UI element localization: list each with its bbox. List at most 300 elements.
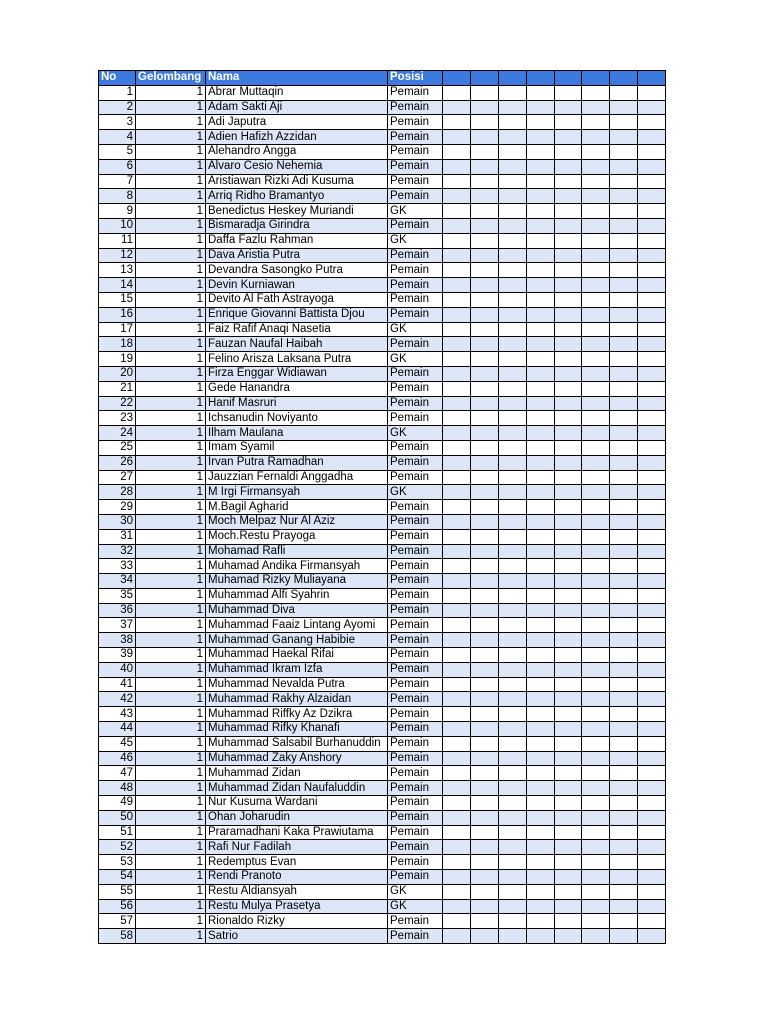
cell-extra-2 <box>470 633 498 648</box>
cell-extra-8 <box>638 662 666 677</box>
cell-gelombang: 1 <box>136 248 206 263</box>
cell-nama: Muhammad Zidan <box>206 766 388 781</box>
cell-extra-2 <box>470 559 498 574</box>
cell-nama: Gede Hanandra <box>206 381 388 396</box>
table-row <box>99 618 666 633</box>
cell-extra-3 <box>498 366 526 381</box>
cell-extra-5 <box>554 899 582 914</box>
cell-extra-2 <box>470 292 498 307</box>
cell-extra-4 <box>526 337 554 352</box>
cell-extra-4 <box>526 144 554 159</box>
table-row <box>99 899 666 914</box>
cell-extra-1 <box>443 85 471 100</box>
cell-extra-6 <box>582 914 610 929</box>
cell-nama: Dava Aristia Putra <box>206 248 388 263</box>
cell-extra-7 <box>610 884 638 899</box>
cell-extra-8 <box>638 130 666 145</box>
cell-extra-3 <box>498 263 526 278</box>
cell-extra-2 <box>470 544 498 559</box>
cell-no: 29 <box>99 500 136 515</box>
cell-extra-8 <box>638 633 666 648</box>
cell-posisi: Pemain <box>388 707 443 722</box>
cell-extra-5 <box>554 292 582 307</box>
cell-posisi: Pemain <box>388 189 443 204</box>
cell-extra-5 <box>554 470 582 485</box>
cell-extra-4 <box>526 455 554 470</box>
cell-extra-6 <box>582 884 610 899</box>
cell-extra-3 <box>498 352 526 367</box>
cell-extra-7 <box>610 130 638 145</box>
cell-extra-2 <box>470 825 498 840</box>
cell-gelombang: 1 <box>136 322 206 337</box>
cell-posisi: Pemain <box>388 278 443 293</box>
table-row <box>99 233 666 248</box>
cell-nama: Imam Syamil <box>206 440 388 455</box>
cell-no: 54 <box>99 870 136 885</box>
cell-extra-3 <box>498 278 526 293</box>
cell-extra-4 <box>526 248 554 263</box>
table-row <box>99 130 666 145</box>
cell-extra-4 <box>526 366 554 381</box>
cell-extra-5 <box>554 396 582 411</box>
cell-extra-3 <box>498 396 526 411</box>
cell-posisi: Pemain <box>388 766 443 781</box>
cell-extra-1 <box>443 618 471 633</box>
cell-gelombang: 1 <box>136 899 206 914</box>
cell-extra-3 <box>498 248 526 263</box>
cell-posisi: Pemain <box>388 248 443 263</box>
cell-extra-7 <box>610 692 638 707</box>
roster-table <box>98 70 666 944</box>
cell-extra-6 <box>582 899 610 914</box>
cell-extra-5 <box>554 870 582 885</box>
cell-extra-1 <box>443 870 471 885</box>
cell-extra-8 <box>638 485 666 500</box>
cell-nama: Muhammad Rifky Khanafi <box>206 722 388 737</box>
cell-nama: Muhammad Haekal Rifai <box>206 648 388 663</box>
table-row <box>99 307 666 322</box>
cell-extra-6 <box>582 766 610 781</box>
cell-extra-7 <box>610 929 638 944</box>
cell-extra-5 <box>554 248 582 263</box>
cell-extra-4 <box>526 707 554 722</box>
cell-no: 5 <box>99 144 136 159</box>
cell-extra-1 <box>443 677 471 692</box>
cell-extra-1 <box>443 322 471 337</box>
cell-posisi: Pemain <box>388 751 443 766</box>
cell-gelombang: 1 <box>136 707 206 722</box>
cell-extra-8 <box>638 840 666 855</box>
cell-extra-6 <box>582 722 610 737</box>
cell-extra-7 <box>610 544 638 559</box>
cell-extra-8 <box>638 810 666 825</box>
table-row <box>99 855 666 870</box>
cell-extra-1 <box>443 825 471 840</box>
cell-no: 22 <box>99 396 136 411</box>
cell-extra-8 <box>638 115 666 130</box>
cell-extra-6 <box>582 855 610 870</box>
cell-gelombang: 1 <box>136 470 206 485</box>
cell-gelombang: 1 <box>136 352 206 367</box>
cell-extra-3 <box>498 781 526 796</box>
cell-extra-6 <box>582 825 610 840</box>
cell-extra-8 <box>638 500 666 515</box>
table-row <box>99 574 666 589</box>
cell-extra-8 <box>638 648 666 663</box>
cell-extra-6 <box>582 559 610 574</box>
cell-nama: Devito Al Fath Astrayoga <box>206 292 388 307</box>
cell-extra-2 <box>470 307 498 322</box>
cell-no: 43 <box>99 707 136 722</box>
cell-extra-6 <box>582 648 610 663</box>
cell-extra-3 <box>498 322 526 337</box>
cell-extra-5 <box>554 144 582 159</box>
cell-extra-2 <box>470 781 498 796</box>
cell-gelombang: 1 <box>136 662 206 677</box>
cell-extra-3 <box>498 189 526 204</box>
header-extra-1 <box>443 71 471 86</box>
cell-posisi: GK <box>388 352 443 367</box>
cell-extra-4 <box>526 263 554 278</box>
header-extra-2 <box>470 71 498 86</box>
cell-gelombang: 1 <box>136 825 206 840</box>
cell-extra-1 <box>443 603 471 618</box>
cell-extra-5 <box>554 692 582 707</box>
cell-extra-1 <box>443 588 471 603</box>
cell-extra-3 <box>498 633 526 648</box>
cell-extra-8 <box>638 766 666 781</box>
cell-posisi: Pemain <box>388 174 443 189</box>
cell-extra-2 <box>470 796 498 811</box>
cell-extra-4 <box>526 766 554 781</box>
cell-extra-6 <box>582 100 610 115</box>
cell-extra-2 <box>470 588 498 603</box>
cell-nama: Ilham Maulana <box>206 426 388 441</box>
cell-gelombang: 1 <box>136 455 206 470</box>
cell-extra-8 <box>638 411 666 426</box>
header-extra-7 <box>610 71 638 86</box>
cell-no: 34 <box>99 574 136 589</box>
cell-extra-6 <box>582 174 610 189</box>
cell-extra-7 <box>610 825 638 840</box>
cell-extra-6 <box>582 810 610 825</box>
cell-extra-6 <box>582 588 610 603</box>
cell-extra-6 <box>582 322 610 337</box>
cell-extra-8 <box>638 781 666 796</box>
cell-extra-5 <box>554 100 582 115</box>
cell-no: 18 <box>99 337 136 352</box>
table-row <box>99 914 666 929</box>
cell-nama: Rionaldo Rizky <box>206 914 388 929</box>
cell-extra-2 <box>470 707 498 722</box>
cell-no: 31 <box>99 529 136 544</box>
cell-extra-5 <box>554 588 582 603</box>
cell-extra-5 <box>554 115 582 130</box>
cell-extra-6 <box>582 870 610 885</box>
cell-extra-2 <box>470 840 498 855</box>
table-row <box>99 633 666 648</box>
cell-extra-3 <box>498 470 526 485</box>
cell-extra-3 <box>498 766 526 781</box>
cell-extra-6 <box>582 337 610 352</box>
cell-extra-7 <box>610 159 638 174</box>
cell-extra-7 <box>610 411 638 426</box>
cell-nama: Firza Enggar Widiawan <box>206 366 388 381</box>
cell-extra-7 <box>610 559 638 574</box>
cell-extra-5 <box>554 677 582 692</box>
cell-extra-6 <box>582 736 610 751</box>
cell-posisi: Pemain <box>388 529 443 544</box>
cell-extra-1 <box>443 722 471 737</box>
cell-extra-1 <box>443 751 471 766</box>
cell-extra-4 <box>526 204 554 219</box>
cell-gelombang: 1 <box>136 440 206 455</box>
cell-no: 19 <box>99 352 136 367</box>
cell-extra-1 <box>443 278 471 293</box>
cell-extra-6 <box>582 677 610 692</box>
cell-no: 11 <box>99 233 136 248</box>
cell-extra-7 <box>610 840 638 855</box>
cell-extra-6 <box>582 263 610 278</box>
cell-posisi: Pemain <box>388 914 443 929</box>
cell-extra-1 <box>443 796 471 811</box>
cell-nama: Rendi Pranoto <box>206 870 388 885</box>
cell-gelombang: 1 <box>136 677 206 692</box>
cell-extra-7 <box>610 781 638 796</box>
cell-extra-2 <box>470 263 498 278</box>
table-row <box>99 884 666 899</box>
cell-extra-5 <box>554 884 582 899</box>
cell-extra-5 <box>554 633 582 648</box>
cell-extra-1 <box>443 130 471 145</box>
cell-extra-4 <box>526 440 554 455</box>
cell-extra-2 <box>470 278 498 293</box>
cell-gelombang: 1 <box>136 263 206 278</box>
cell-extra-8 <box>638 292 666 307</box>
cell-gelombang: 1 <box>136 85 206 100</box>
cell-posisi: Pemain <box>388 144 443 159</box>
table-row <box>99 440 666 455</box>
cell-extra-6 <box>582 440 610 455</box>
table-row <box>99 870 666 885</box>
cell-extra-4 <box>526 159 554 174</box>
cell-nama: Muhammad Diva <box>206 603 388 618</box>
cell-extra-1 <box>443 559 471 574</box>
table-row <box>99 455 666 470</box>
roster-body <box>99 85 666 943</box>
cell-posisi: Pemain <box>388 470 443 485</box>
cell-posisi: Pemain <box>388 648 443 663</box>
cell-extra-2 <box>470 352 498 367</box>
cell-extra-1 <box>443 352 471 367</box>
table-row <box>99 396 666 411</box>
cell-no: 16 <box>99 307 136 322</box>
cell-extra-7 <box>610 796 638 811</box>
cell-gelombang: 1 <box>136 159 206 174</box>
cell-extra-6 <box>582 796 610 811</box>
cell-nama: Devandra Sasongko Putra <box>206 263 388 278</box>
cell-gelombang: 1 <box>136 574 206 589</box>
cell-extra-2 <box>470 455 498 470</box>
cell-gelombang: 1 <box>136 366 206 381</box>
cell-extra-4 <box>526 115 554 130</box>
cell-extra-6 <box>582 204 610 219</box>
cell-extra-6 <box>582 352 610 367</box>
cell-gelombang: 1 <box>136 751 206 766</box>
cell-extra-8 <box>638 248 666 263</box>
cell-no: 30 <box>99 514 136 529</box>
cell-extra-2 <box>470 115 498 130</box>
cell-extra-8 <box>638 722 666 737</box>
cell-extra-1 <box>443 648 471 663</box>
cell-extra-7 <box>610 278 638 293</box>
cell-extra-3 <box>498 292 526 307</box>
cell-nama: M Irgi Firmansyah <box>206 485 388 500</box>
cell-extra-8 <box>638 440 666 455</box>
cell-extra-5 <box>554 366 582 381</box>
cell-extra-1 <box>443 337 471 352</box>
cell-gelombang: 1 <box>136 914 206 929</box>
table-row <box>99 544 666 559</box>
cell-extra-8 <box>638 307 666 322</box>
cell-extra-5 <box>554 337 582 352</box>
cell-extra-3 <box>498 381 526 396</box>
cell-posisi: Pemain <box>388 736 443 751</box>
table-row <box>99 411 666 426</box>
cell-no: 10 <box>99 218 136 233</box>
header-extra-5 <box>554 71 582 86</box>
cell-nama: Nur Kusuma Wardani <box>206 796 388 811</box>
cell-extra-6 <box>582 130 610 145</box>
cell-extra-6 <box>582 470 610 485</box>
cell-extra-1 <box>443 485 471 500</box>
cell-extra-7 <box>610 751 638 766</box>
cell-gelombang: 1 <box>136 204 206 219</box>
cell-no: 35 <box>99 588 136 603</box>
cell-extra-5 <box>554 130 582 145</box>
cell-posisi: GK <box>388 322 443 337</box>
cell-gelombang: 1 <box>136 588 206 603</box>
cell-gelombang: 1 <box>136 381 206 396</box>
cell-no: 26 <box>99 455 136 470</box>
cell-gelombang: 1 <box>136 810 206 825</box>
cell-extra-1 <box>443 514 471 529</box>
header-gelombang: Gelombang <box>136 71 206 86</box>
cell-extra-3 <box>498 500 526 515</box>
cell-extra-3 <box>498 810 526 825</box>
cell-extra-8 <box>638 366 666 381</box>
cell-extra-3 <box>498 796 526 811</box>
table-row <box>99 648 666 663</box>
cell-extra-5 <box>554 825 582 840</box>
cell-extra-2 <box>470 514 498 529</box>
cell-gelombang: 1 <box>136 796 206 811</box>
table-row <box>99 352 666 367</box>
cell-extra-7 <box>610 574 638 589</box>
cell-extra-4 <box>526 292 554 307</box>
cell-extra-5 <box>554 233 582 248</box>
cell-extra-1 <box>443 307 471 322</box>
cell-nama: Rafi Nur Fadilah <box>206 840 388 855</box>
cell-extra-2 <box>470 810 498 825</box>
cell-no: 53 <box>99 855 136 870</box>
table-row <box>99 263 666 278</box>
cell-extra-7 <box>610 603 638 618</box>
cell-extra-1 <box>443 766 471 781</box>
cell-extra-6 <box>582 544 610 559</box>
cell-nama: Muhammad Alfi Syahrin <box>206 588 388 603</box>
cell-extra-3 <box>498 485 526 500</box>
cell-extra-1 <box>443 544 471 559</box>
cell-extra-5 <box>554 218 582 233</box>
cell-extra-1 <box>443 529 471 544</box>
cell-extra-1 <box>443 263 471 278</box>
cell-extra-4 <box>526 870 554 885</box>
table-row <box>99 174 666 189</box>
cell-extra-7 <box>610 485 638 500</box>
table-row <box>99 426 666 441</box>
table-row <box>99 337 666 352</box>
table-row <box>99 248 666 263</box>
cell-no: 50 <box>99 810 136 825</box>
cell-posisi: Pemain <box>388 574 443 589</box>
cell-extra-3 <box>498 574 526 589</box>
cell-extra-2 <box>470 899 498 914</box>
cell-extra-8 <box>638 322 666 337</box>
cell-extra-3 <box>498 648 526 663</box>
cell-gelombang: 1 <box>136 411 206 426</box>
cell-extra-2 <box>470 366 498 381</box>
cell-no: 55 <box>99 884 136 899</box>
cell-extra-7 <box>610 381 638 396</box>
cell-nama: Arriq Ridho Bramantyo <box>206 189 388 204</box>
cell-extra-4 <box>526 352 554 367</box>
cell-extra-5 <box>554 914 582 929</box>
cell-no: 58 <box>99 929 136 944</box>
cell-extra-6 <box>582 603 610 618</box>
table-row <box>99 381 666 396</box>
cell-extra-5 <box>554 174 582 189</box>
cell-extra-7 <box>610 633 638 648</box>
cell-extra-6 <box>582 707 610 722</box>
cell-nama: Fauzan Naufal Haibah <box>206 337 388 352</box>
cell-extra-4 <box>526 559 554 574</box>
cell-extra-7 <box>610 470 638 485</box>
cell-posisi: Pemain <box>388 307 443 322</box>
cell-gelombang: 1 <box>136 130 206 145</box>
cell-extra-5 <box>554 278 582 293</box>
cell-posisi: Pemain <box>388 929 443 944</box>
cell-extra-2 <box>470 159 498 174</box>
cell-extra-7 <box>610 529 638 544</box>
cell-nama: Moch Melpaz Nur Al Aziz <box>206 514 388 529</box>
cell-extra-5 <box>554 574 582 589</box>
cell-nama: Felino Arisza Laksana Putra <box>206 352 388 367</box>
cell-extra-6 <box>582 292 610 307</box>
cell-posisi: Pemain <box>388 603 443 618</box>
cell-posisi: GK <box>388 485 443 500</box>
cell-gelombang: 1 <box>136 144 206 159</box>
cell-extra-8 <box>638 736 666 751</box>
cell-gelombang: 1 <box>136 115 206 130</box>
cell-extra-7 <box>610 352 638 367</box>
cell-posisi: GK <box>388 233 443 248</box>
cell-posisi: Pemain <box>388 840 443 855</box>
cell-extra-3 <box>498 233 526 248</box>
cell-extra-8 <box>638 470 666 485</box>
cell-nama: Muhamad Andika Firmansyah <box>206 559 388 574</box>
cell-no: 33 <box>99 559 136 574</box>
